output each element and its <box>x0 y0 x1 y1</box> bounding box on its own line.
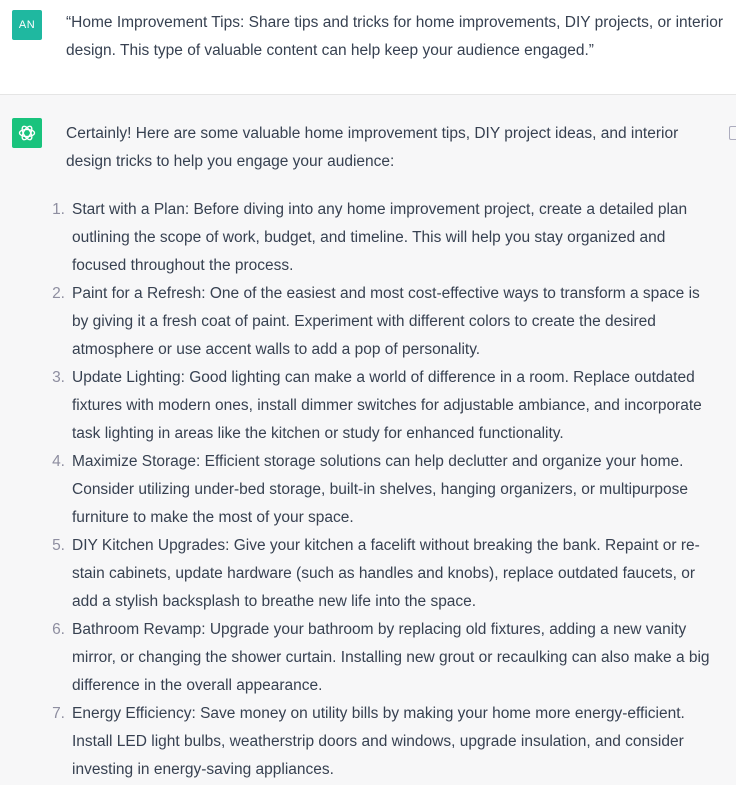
assistant-intro: Certainly! Here are some valuable home improvement tips, DIY project ideas, and interior design tricks to help you engage your audience: <box>66 125 679 170</box>
list-number: 7. <box>52 705 65 722</box>
list-item-text: Bathroom Revamp: Upgrade your bathroom by replacing old fixtures, adding a new vanity mirror, or changing the shower curtain. Installing new grout or recaulking can also make a big difference in the overall appearance. <box>72 621 710 694</box>
list-item-text: Paint for a Refresh: One of the easiest and most cost-effective ways to transform a space is by giving it a fresh coat of paint. Experiment with different colors to create the desired atmosphere or use accent walls to add a pop of personality. <box>72 285 700 358</box>
list-number: 1. <box>52 201 65 218</box>
list-item <box>40 448 720 532</box>
list-number: 6. <box>52 621 65 638</box>
copy-icon[interactable] <box>729 126 736 140</box>
list-item <box>40 616 720 700</box>
list-item-text: Energy Efficiency: Save money on utility bills by making your home more energy-efficient. Install LED light bulbs, weatherstrip doors and windows, upgrade insulation, and consider investing in energy-saving appliances. <box>72 705 685 778</box>
list-item-text: Maximize Storage: Efficient storage solutions can help declutter and organize your home. Consider utilizing under-bed storage, built-in shelves, hanging organizers, or multipurpose furniture to make the most of your space. <box>72 453 689 526</box>
user-message-text: “Home Improvement Tips: Share tips and tricks for home improvements, DIY projects, or interior design. This type of valuable content can help keep your audience engaged.” <box>66 14 723 59</box>
list-item <box>40 700 720 784</box>
list-item-text: Update Lighting: Good lighting can make a world of difference in a room. Replace outdated fixtures with modern ones, install dimmer switches for adjustable ambiance, and incorporate task lighting in areas like the kitchen or study for enhanced functionality. <box>72 369 702 442</box>
list-item <box>40 532 720 616</box>
list-item-text: DIY Kitchen Upgrades: Give your kitchen a facelift without breaking the bank. Repaint or re-stain cabinets, update hardware (such as handles and knobs), replace outdated faucets, or add a stylish backsplash to breathe new life into the space. <box>72 537 700 610</box>
user-avatar: AN <box>12 10 42 40</box>
list-item-text: Start with a Plan: Before diving into any home improvement project, create a detailed plan outlining the scope of work, budget, and timeline. This will help you stay organized and focused throughout the process. <box>72 201 688 274</box>
list-item <box>40 196 720 280</box>
openai-logo-icon <box>12 118 42 148</box>
user-message <box>0 0 736 95</box>
list-number: 3. <box>52 369 65 386</box>
assistant-message <box>0 95 736 785</box>
list-number: 5. <box>52 537 65 554</box>
list-number: 2. <box>52 285 65 302</box>
tips-list <box>40 196 720 784</box>
list-item <box>40 364 720 448</box>
list-item <box>40 280 720 364</box>
list-number: 4. <box>52 453 65 470</box>
